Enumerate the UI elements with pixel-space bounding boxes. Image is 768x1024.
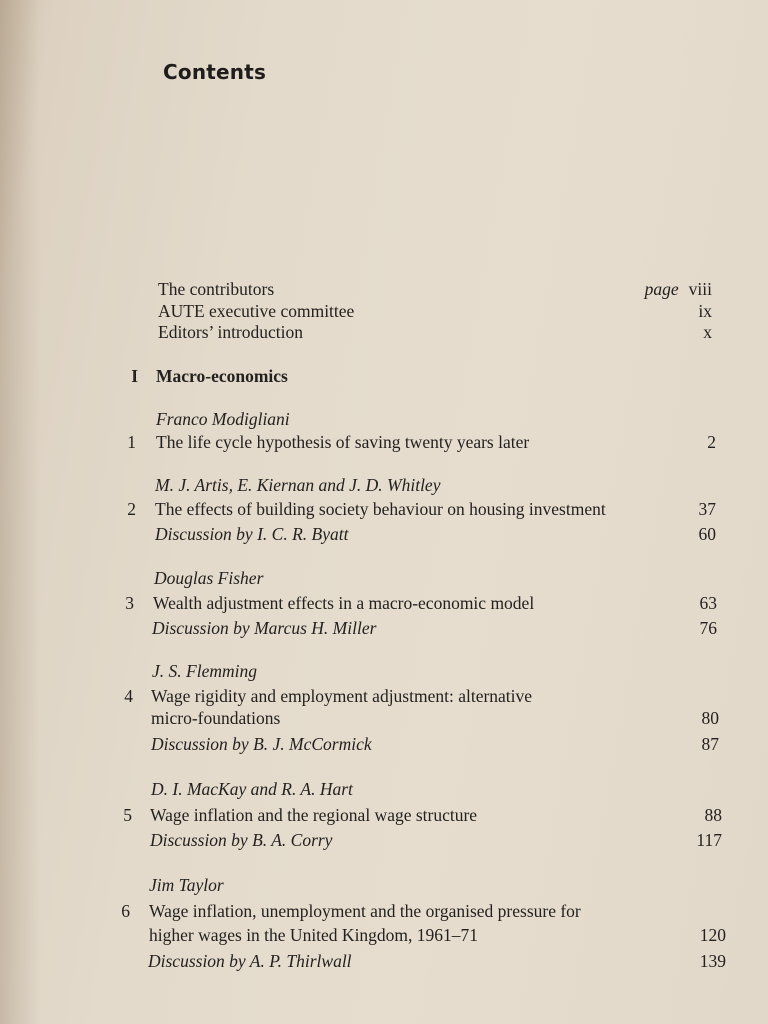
part-title: Macro-economics (156, 366, 288, 386)
toc-entry-page: x (703, 322, 712, 342)
page-number: viii (688, 279, 712, 299)
discussion-page: 139 (699, 951, 726, 971)
page-gutter-shadow (0, 0, 40, 1024)
chapter-number: 4 (124, 686, 133, 706)
chapter-title: Wage inflation and the regional wage structure (150, 805, 478, 825)
toc-entry-text: The contributors (158, 279, 275, 299)
discussion-page: 117 (696, 830, 722, 850)
chapter-page: 2 (707, 432, 716, 452)
toc-entry-text: Editors’ introduction (158, 322, 303, 342)
chapter-page: 88 (704, 805, 722, 825)
toc-entry-page: ix (698, 301, 712, 321)
chapter-number: 2 (127, 499, 136, 519)
page-title: Contents (163, 60, 267, 84)
chapter-page: 37 (698, 499, 716, 519)
discussion-title: Discussion by I. C. R. Byatt (155, 524, 349, 544)
chapter-title: The life cycle hypothesis of saving twenty years later (156, 432, 530, 452)
toc-entry-text: AUTE executive committee (158, 301, 355, 321)
chapter-title: The effects of building society behaviour on housing investment (155, 499, 606, 519)
chapter-page: 80 (701, 708, 719, 728)
chapter-title: Wealth adjustment effects in a macro-economic model (153, 593, 535, 613)
chapter-title-continued: higher wages in the United Kingdom, 1961–71 (149, 925, 479, 945)
chapter-page: 120 (699, 925, 726, 945)
chapter-title-continued: micro-foundations (151, 708, 281, 728)
discussion-title: Discussion by B. A. Corry (150, 830, 333, 850)
chapter-number: 1 (127, 432, 136, 452)
chapter-number: 5 (123, 805, 132, 825)
page-label: page (644, 279, 679, 299)
discussion-page: 87 (701, 734, 719, 754)
discussion-title: Discussion by Marcus H. Miller (152, 618, 377, 638)
chapter-page: 63 (699, 593, 717, 613)
chapter-number: 3 (125, 593, 134, 613)
chapter-number: 6 (121, 901, 130, 921)
discussion-page: 60 (698, 524, 716, 544)
part-number: I (131, 366, 138, 386)
discussion-title: Discussion by B. J. McCormick (151, 734, 372, 754)
chapter-title: Wage rigidity and employment adjustment: alternative (151, 686, 533, 706)
chapter-title: Wage inflation, unemployment and the organised pressure for (149, 901, 581, 921)
toc-entry-page (612, 279, 712, 300)
discussion-title: Discussion by A. P. Thirlwall (148, 951, 352, 971)
discussion-page: 76 (699, 618, 717, 638)
